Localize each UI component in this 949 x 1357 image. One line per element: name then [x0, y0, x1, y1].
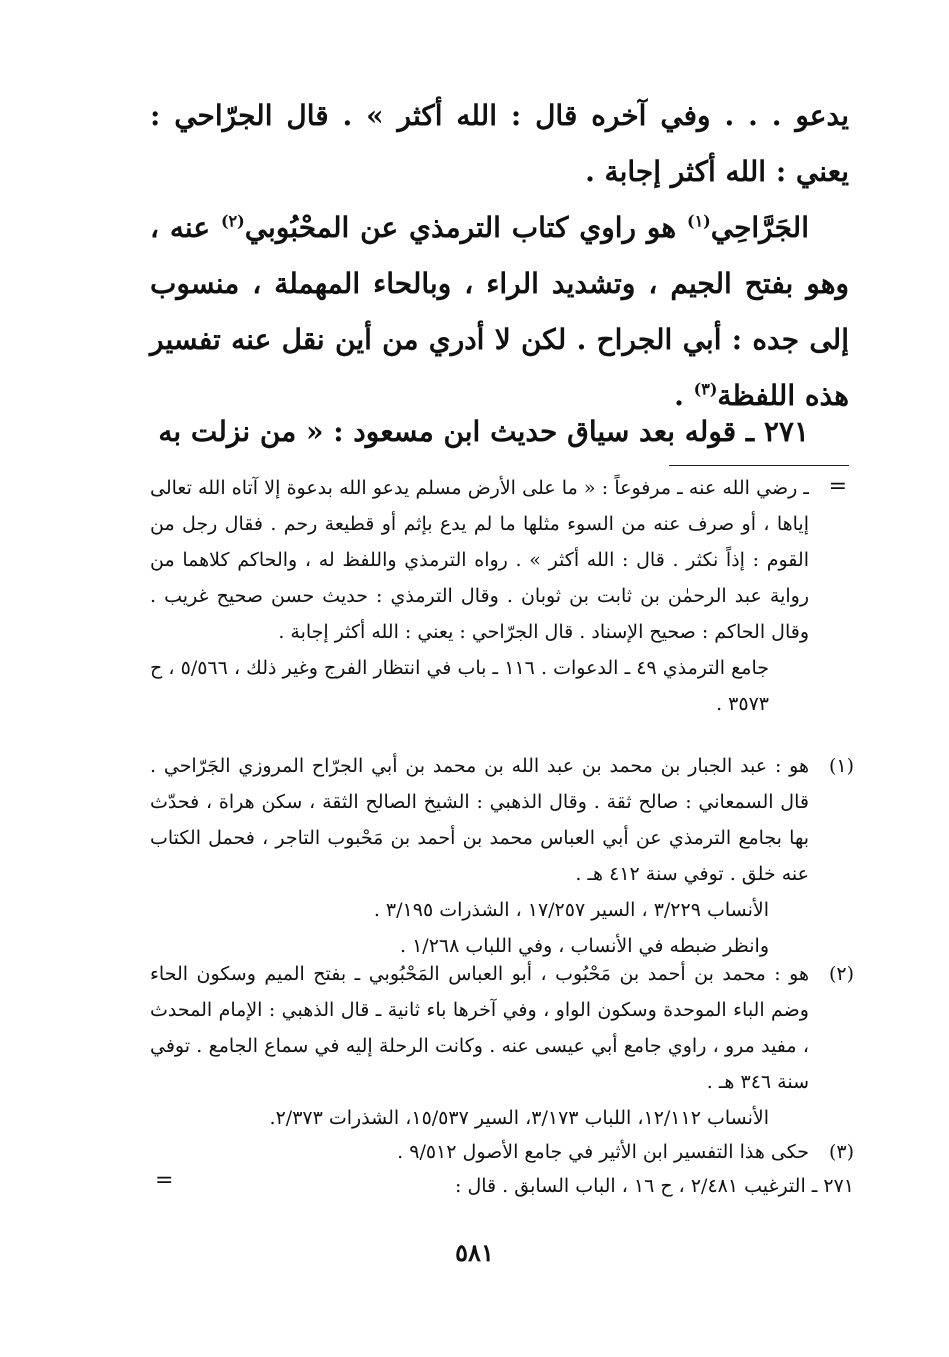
main-paragraph-2: [150, 200, 849, 424]
footnote-3-text: حكى هذا التفسير ابن الأثير في جامع الأصول ٩/٥١٢ .: [397, 1141, 809, 1163]
footnote-2: [150, 956, 854, 1136]
footnote-separator: [669, 465, 849, 466]
footnote-1-source-1: الأنساب ٣/٢٢٩ ، السير ١٧/٢٥٧ ، الشذرات ٣/١٩٥ .: [373, 899, 769, 921]
footnote-2-text: هو : محمد بن أحمد بن مَحْبُوب ، أبو العباس المَحْبُوبي ـ بفتح الميم وسكون الحاء وضم الباء الموحدة وسكون الواو ، وفي آخرها باء ثانية ـ قال الذهبي : الإمام المحدث ، مفيد مرو ، راوي جامع أبي عيسى عنه . وكانت الرحلة إليه في سماع الجامع . توفي سنة ٣٤٦ هـ .: [150, 963, 809, 1093]
footnote-271: ٢٧١ ـ الترغيب ٢/٤٨١ ، ح ١٦ ، الباب السابق . قال :: [455, 1175, 854, 1197]
main-paragraph-2-text-b: عنه ، وهو بفتح الجيم ، وتشديد الراء ، وبالحاء المهملة ، منسوب إلى جده : أبي الجراح . لكن لا أدري من أين نقل عنه تفسير هذه اللفظة: [150, 211, 849, 412]
footnote-1-source-2: وانظر ضبطه في الأنساب ، وفي اللباب ١/٢٦٨ .: [400, 935, 769, 957]
end-continuation-mark: =: [155, 1168, 174, 1193]
footnote-ref-3: (٣): [693, 379, 718, 399]
footnote-continuation-source: جامع الترمذي ٤٩ ـ الدعوات . ١١٦ ـ باب في انتظار الفرج وغير ذلك ، ٥/٥٦٦ ، ح ٣٥٧٣ .: [150, 657, 770, 715]
main-paragraph-3: ٢٧١ ـ قوله بعد سياق حديث ابن مسعود : « من نزلت به: [158, 415, 809, 448]
footnote-continuation: [150, 470, 854, 722]
footnote-2-source: الأنساب ١٢/١١٢، اللباب ٣/١٧٣، السير ١٥/٥٣٧، الشذرات ٢/٣٧٣.: [269, 1107, 769, 1129]
footnote-ref-2: (٢): [220, 211, 245, 231]
footnote-1-number: (١): [828, 755, 854, 777]
footnote-ref-1: (١): [686, 211, 711, 231]
main-paragraph-2-text-c: .: [674, 379, 694, 412]
main-paragraph-1: يدعو . . . وفي آخره قال : الله أكثر » . قال الجرّاحي : يعني : الله أكثر إجابة .: [150, 99, 849, 188]
continuation-mark: =: [828, 474, 847, 499]
footnote-1: [150, 748, 854, 964]
footnote-continuation-text: ـ رضي الله عنه ـ مرفوعاً : « ما على الأرض مسلم يدعو الله بدعوة إلا آتاه الله تعالى إياها ، أو صرف عنه من السوء مثلها ما لم يدع بإثم أو قطيعة رحم . فقال رجل من القوم : إذاً نكثر . قال : الله أكثر » . رواه الترمذي واللفظ له ، والحاكم كلاهما من رواية عبد الرحمٰن بن ثابت بن ثوبان . وقال الترمذي : حديث حسن صحيح غريب . وقال الحاكم : صحيح الإسناد . قال الجرّاحي : يعني : الله أكثر إجابة .: [150, 477, 809, 643]
footnote-1-text: هو : عبد الجبار بن محمد بن عبد الله بن محمد بن أبي الجرّاح المروزي الجَرّاحي . قال السمعاني : صالح ثقة . وقال الذهبي : الشيخ الصالح الثقة ، سكن هراة ، فحدّث بها بجامع الترمذي عن أبي العباس محمد بن أحمد بن مَحْبوب التاجر ، فحمل الكتاب عنه خلق . توفي سنة ٤١٢ هـ .: [150, 755, 809, 885]
main-paragraph-2-text-a: هو راوي كتاب الترمذي عن المحْبُوبي: [244, 211, 687, 244]
jarrahi-term: الجَرَّاحِي: [710, 211, 809, 244]
footnote-3: [150, 1134, 854, 1170]
footnote-2-number: (٢): [828, 963, 854, 985]
page-number: ٥٨١: [455, 1238, 494, 1267]
footnote-3-number: (٣): [828, 1141, 854, 1163]
